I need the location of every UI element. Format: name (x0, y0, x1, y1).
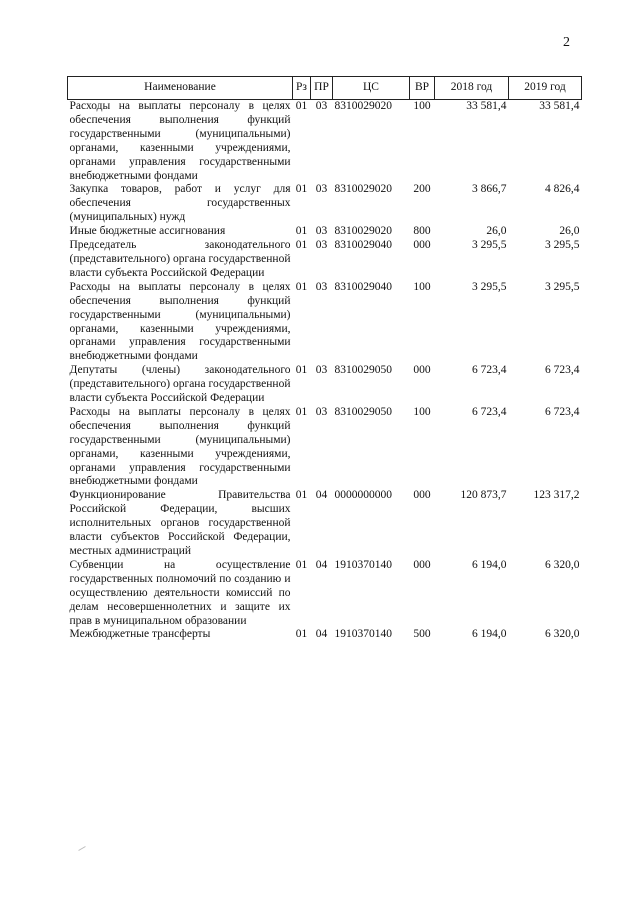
row-rz: 01 (295, 100, 308, 112)
row-amount-2019: 26,0 (559, 225, 580, 238)
row-name: Депутаты (члены) законодательного (представительного) органа государственной власти субъекта Российской Федерации (69, 364, 291, 405)
row-rz: 01 (295, 364, 308, 377)
row-cs: 1910370140 (334, 628, 392, 641)
row-amount-2019: 123 317,2 (533, 489, 580, 502)
row-amount-2019: 6 320,0 (545, 558, 580, 571)
row-cs: 8310029050 (334, 364, 392, 377)
row-amount-2018: 33 581,4 (466, 100, 507, 112)
row-name: Межбюджетные трансферты (69, 628, 211, 641)
row-amount-2018: 3 295,5 (472, 239, 507, 252)
row-name: Расходы на выплаты персоналу в целях обеспечения выполнения функций государственными (муниципальными) органами, казенными учреждениями, органами управления государственными внебюджетными фондами (69, 405, 291, 488)
column-header-rz: Рз (293, 77, 311, 100)
table-row (68, 559, 582, 629)
row-amount-2019: 3 295,5 (545, 239, 580, 252)
table-header (68, 77, 582, 100)
row-name: Председатель законодательного (представительного) органа государственной власти субъекта Российской Федерации (69, 239, 291, 279)
row-cs: 8310029020 (334, 100, 392, 112)
row-pr: 04 (315, 558, 328, 571)
row-amount-2018: 6 194,0 (472, 628, 507, 641)
row-amount-2019: 6 320,0 (545, 628, 580, 641)
row-amount-2019: 6 723,4 (545, 364, 580, 377)
table-row (68, 364, 582, 406)
row-vr: 100 (413, 280, 431, 293)
row-vr: 200 (413, 183, 431, 196)
table-row (68, 489, 582, 559)
row-pr: 03 (315, 239, 328, 252)
row-vr: 100 (413, 100, 431, 112)
row-rz: 01 (295, 489, 308, 502)
row-pr: 03 (315, 405, 328, 418)
row-pr: 04 (315, 489, 328, 502)
row-vr: 000 (413, 364, 431, 377)
row-amount-2018: 6 723,4 (472, 405, 507, 418)
row-amount-2018: 6 194,0 (472, 558, 507, 571)
row-amount-2018: 3 295,5 (472, 280, 507, 293)
row-pr: 04 (315, 628, 328, 641)
row-name: Субвенции на осуществление государственных полномочий по созданию и осуществлению деятельности комиссий по делам несовершеннолетних и защите их прав в муниципальном образовании (69, 558, 291, 627)
row-rz: 01 (295, 225, 308, 238)
row-name: Иные бюджетные ассигнования (69, 225, 226, 238)
row-cs: 0000000000 (334, 489, 392, 502)
scan-mark (78, 846, 85, 851)
row-pr: 03 (315, 100, 328, 112)
row-rz: 01 (295, 405, 308, 418)
row-amount-2018: 26,0 (486, 225, 507, 238)
table-row (68, 406, 582, 489)
row-cs: 8310029040 (334, 239, 392, 252)
row-vr: 100 (413, 405, 431, 418)
column-header-pr: ПР (311, 77, 333, 100)
table-row (68, 628, 582, 642)
column-header-2018: 2018 год (435, 77, 509, 100)
table-row (68, 183, 582, 225)
table-row (68, 239, 582, 281)
row-pr: 03 (315, 183, 328, 196)
row-name: Расходы на выплаты персоналу в целях обеспечения выполнения функций государственными (муниципальными) органами, казенными учреждениями, органами управления государственными внебюджетными фондами (69, 100, 291, 182)
row-name: Закупка товаров, работ и услуг для обеспечения государственных (муниципальных) нужд (69, 183, 291, 224)
row-cs: 8310029050 (334, 405, 392, 418)
row-cs: 1910370140 (334, 558, 392, 571)
row-vr: 000 (413, 489, 431, 502)
row-amount-2019: 4 826,4 (545, 183, 580, 196)
page-number: 2 (563, 35, 570, 50)
row-amount-2019: 33 581,4 (539, 100, 580, 112)
row-amount-2018: 3 866,7 (472, 183, 507, 196)
row-vr: 000 (413, 239, 431, 252)
column-header-vr: ВР (410, 77, 435, 100)
column-header-name: Наименование (68, 77, 293, 100)
row-pr: 03 (315, 225, 328, 238)
row-rz: 01 (295, 628, 308, 641)
row-name: Расходы на выплаты персоналу в целях обеспечения выполнения функций государственными (муниципальными) органами, казенными учреждениями, органами управления государственными внебюджетными фондами (69, 280, 291, 363)
row-cs: 8310029040 (334, 280, 392, 293)
row-amount-2018: 120 873,7 (460, 489, 507, 502)
table-row (68, 225, 582, 239)
row-name: Функционирование Правительства Российской Федерации, высших исполнительных органов государственной власти субъектов Российской Федерации, местных администраций (69, 489, 291, 557)
row-rz: 01 (295, 558, 308, 571)
column-header-2019: 2019 год (509, 77, 582, 100)
row-vr: 800 (413, 225, 431, 238)
table-body (68, 100, 582, 643)
row-cs: 8310029020 (334, 225, 392, 238)
column-header-cs: ЦС (333, 77, 410, 100)
table-row (68, 100, 582, 184)
row-vr: 000 (413, 558, 431, 571)
row-pr: 03 (315, 364, 328, 377)
row-rz: 01 (295, 280, 308, 293)
row-amount-2019: 6 723,4 (545, 405, 580, 418)
budget-table (67, 76, 582, 642)
row-rz: 01 (295, 183, 308, 196)
row-cs: 8310029020 (334, 183, 392, 196)
table-row (68, 281, 582, 364)
row-rz: 01 (295, 239, 308, 252)
row-amount-2018: 6 723,4 (472, 364, 507, 377)
row-pr: 03 (315, 280, 328, 293)
row-amount-2019: 3 295,5 (545, 280, 580, 293)
row-vr: 500 (413, 628, 431, 641)
